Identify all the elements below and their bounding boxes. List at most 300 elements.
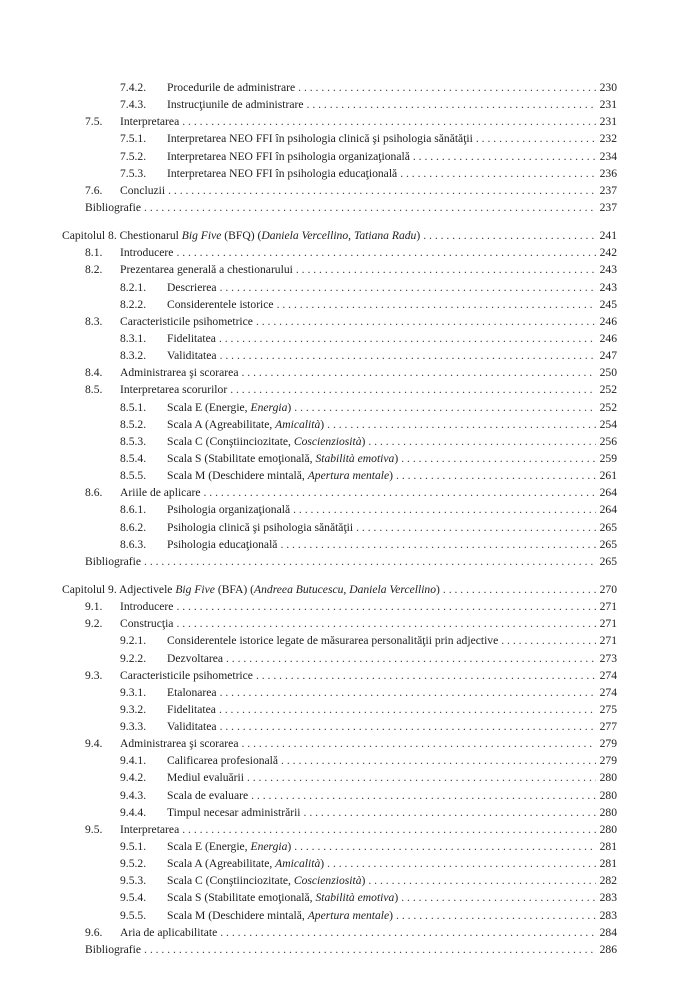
toc-title-italic-segment: Stabilità emotiva [315,451,395,465]
dot-leader [356,519,596,536]
toc-page-number: 270 [599,582,617,596]
toc-entry[interactable] [85,752,617,769]
dot-leader [144,199,596,216]
toc-page-number: 250 [599,366,617,380]
toc-entry-number: 7.4.3. [120,98,147,112]
toc-page-number: 245 [599,297,617,311]
toc-entry[interactable] [85,519,617,536]
toc-page-number: 281 [599,857,617,871]
toc-title-segment: Scala E (Energie, [167,400,251,414]
dot-leader [220,347,596,364]
toc-entry-title [62,227,420,244]
toc-entry[interactable] [85,501,617,518]
toc-entry-title [120,182,165,199]
toc-page-number: 252 [599,383,617,397]
toc-entry-title [167,330,216,347]
toc-entry-title [120,261,293,278]
toc-page-number: 274 [599,668,617,682]
toc-entry[interactable] [85,684,617,701]
dot-leader [368,872,596,889]
dot-leader [501,632,596,649]
toc-page-number: 247 [599,349,617,363]
toc-page-number: 256 [599,434,617,448]
toc-page-number: 277 [599,720,617,734]
dot-leader [281,752,596,769]
toc-entry-title [120,667,253,684]
toc-title-segment: Capitolul 9. Adjectivele [62,582,176,596]
toc-entry[interactable] [85,399,617,416]
dot-leader [298,79,596,96]
toc-entry[interactable] [85,313,617,330]
toc-entry-number: 9.4. [85,737,103,751]
dot-leader [247,769,596,786]
toc-entry-number: 7.5. [85,115,103,129]
toc-entry-number: 8.3.2. [120,349,147,363]
dot-leader [304,804,596,821]
toc-title-segment: Caracteristicile psihometrice [120,668,253,682]
toc-entry[interactable] [62,227,617,244]
dot-leader [176,244,596,261]
dot-leader [220,684,596,701]
toc-title-segment: ) [436,582,440,596]
toc-entry-number: 8.3.1. [120,331,147,345]
toc-entry-title [120,821,179,838]
toc-page-number: 273 [599,651,617,665]
toc-title-segment: Fidelitatea [167,331,216,345]
toc-page-number: 230 [599,81,617,94]
toc-title-segment: Bibliografie [85,554,142,568]
toc-title-segment: Fidelitatea [167,702,216,716]
toc-entry-title [85,199,141,216]
dot-leader [294,838,596,855]
toc-title-segment: ) [389,908,394,922]
toc-entry[interactable] [85,872,617,889]
toc-page-number: 271 [599,617,617,631]
toc-page-number: 254 [599,417,617,431]
toc-title-segment: Scala A (Agreabilitate, [167,857,276,871]
dot-leader [203,484,596,501]
toc-page-number: 279 [599,737,617,751]
toc-page-number: 271 [599,600,617,614]
toc-entry-title [167,838,291,855]
toc-entry-title [167,347,217,364]
toc-title-italic-segment: Apertura mentale [307,908,390,922]
toc-entry-number: 7.5.3. [120,166,147,180]
toc-entry[interactable] [85,615,617,632]
toc-page-number: 243 [599,280,617,294]
toc-entry-title [167,804,301,821]
toc-entry-number: 8.5.1. [120,400,147,414]
toc-page-number: 283 [599,891,617,905]
toc-entry-number: 9.4.4. [120,805,147,819]
dot-leader [368,433,596,450]
toc-entry[interactable] [85,165,617,182]
dot-leader [144,941,596,958]
toc-entry[interactable] [85,536,617,553]
toc-entry-number: 7.5.1. [120,132,147,146]
toc-entry[interactable] [85,450,617,467]
dot-leader [280,536,596,553]
toc-title-segment: ) [287,400,292,414]
toc-entry[interactable] [85,804,617,821]
dot-leader [219,701,596,718]
toc-title-segment: ) [389,469,394,483]
toc-entry[interactable] [85,244,617,261]
toc-entry[interactable] [62,581,617,598]
toc-title-italic-segment: Big Five [175,582,215,596]
toc-title-segment: Introducere [120,600,174,614]
toc-title-segment: ) [361,874,366,888]
toc-title-segment: ) [320,857,325,871]
toc-entry-title [120,113,179,130]
toc-entry-number: 8.5.2. [120,417,147,431]
toc-page-number: 246 [599,314,617,328]
dot-leader [294,399,596,416]
toc-title-segment: Scala de evaluare [167,788,249,802]
dot-leader [396,467,596,484]
toc-entry-number: 7.4.2. [120,81,147,94]
dot-leader [296,261,596,278]
dot-leader [220,279,596,296]
toc-entry-title [167,907,393,924]
toc-entry-title [167,296,274,313]
toc-title-italic-segment: Andreea Butucescu, Daniela Vercellino [254,582,437,596]
toc-page-number: 243 [599,263,617,277]
toc-entry[interactable] [85,941,617,958]
toc-entry-title [167,787,248,804]
table-of-contents [62,79,617,958]
toc-title-segment: ) [394,451,399,465]
toc-entry-title [167,769,244,786]
toc-entry-number: 8.5.4. [120,451,147,465]
toc-entry-number: 8.6.3. [120,537,147,551]
toc-entry-title [167,872,365,889]
toc-title-segment: Scala M (Deschidere mintală, [167,469,308,483]
toc-title-segment: Interpretarea NEO FFI în psihologia organizaţională [167,149,410,163]
toc-entry-number: 9.5. [85,822,103,836]
toc-title-segment: Interpretarea NEO FFI în psihologia educaţională [167,166,398,180]
toc-entry-number: 8.5. [85,383,103,397]
toc-entry-number: 9.6. [85,925,103,939]
toc-entry[interactable] [85,769,617,786]
toc-entry-title [167,701,216,718]
dot-leader [443,581,596,598]
toc-entry-title [167,130,473,147]
dot-leader [241,735,596,752]
toc-entry[interactable] [85,924,617,941]
toc-entry-number: 9.5.1. [120,840,147,854]
toc-entry-title [120,598,173,615]
toc-entry[interactable] [85,79,617,96]
toc-entry-number: 9.3.1. [120,685,147,699]
toc-entry[interactable] [85,667,617,684]
toc-title-segment: Scala S (Stabilitate emoţională, [167,891,316,905]
toc-entry-number: 9.1. [85,600,103,614]
toc-page-number: 237 [599,200,617,214]
dot-leader [220,718,596,735]
dot-leader [256,667,596,684]
dot-leader [401,889,596,906]
toc-page-number: 265 [599,537,617,551]
toc-title-segment: Scala A (Agreabilitate, [167,417,276,431]
toc-entry-title [167,165,397,182]
toc-entry-title [167,96,304,113]
toc-entry-title [167,889,398,906]
toc-entry[interactable] [85,279,617,296]
toc-entry-number: 8.6. [85,486,103,500]
toc-page-number: 264 [599,503,617,517]
toc-entry-title [120,381,227,398]
toc-title-segment: Timpul necesar administrării [167,805,301,819]
toc-entry-number: 8.6.2. [120,520,147,534]
toc-entry-title [167,450,398,467]
dot-leader [182,821,596,838]
toc-entry[interactable] [85,787,617,804]
toc-entry-title [120,313,253,330]
toc-title-italic-segment: Coscienziosità [293,874,362,888]
toc-entry-title [167,536,277,553]
toc-entry[interactable] [85,735,617,752]
toc-entry-title [167,399,291,416]
toc-entry-title [167,79,295,96]
toc-title-segment: Procedurile de administrare [167,81,296,94]
toc-title-segment: Scala M (Deschidere mintală, [167,908,308,922]
dot-leader [423,227,596,244]
toc-entry-title [167,279,217,296]
toc-page-number: 241 [599,229,617,243]
toc-entry-title [167,467,393,484]
dot-leader [182,113,596,130]
toc-entry[interactable] [85,113,617,130]
toc-page-number: 280 [599,822,617,836]
toc-entry[interactable] [85,467,617,484]
toc-entry-number: 9.3.3. [120,720,147,734]
toc-entry-title [167,416,324,433]
toc-title-segment: Mediul evaluării [167,771,244,785]
toc-entry[interactable] [85,889,617,906]
dot-leader [176,615,596,632]
dot-leader [230,381,596,398]
toc-entry-number: 9.3. [85,668,103,682]
toc-title-segment: Construcţia [120,617,174,631]
toc-entry-title [167,650,223,667]
toc-title-segment: Administrarea şi scorarea [120,737,239,751]
toc-entry[interactable] [85,650,617,667]
toc-page-number: 280 [599,771,617,785]
toc-page-number: 286 [599,942,617,956]
toc-entry-number: 7.5.2. [120,149,147,163]
toc-page-number: 259 [599,451,617,465]
toc-entry[interactable] [85,296,617,313]
toc-title-italic-segment: Big Five [181,229,222,243]
toc-title-segment: Considerentele istorice legate de măsurarea personalităţii prin adjective [167,634,499,648]
toc-entry[interactable] [85,148,617,165]
toc-entry[interactable] [85,855,617,872]
dot-leader [307,96,596,113]
toc-title-segment: Scala C (Conştiinciozitate, [167,434,294,448]
toc-entry-title [167,519,353,536]
dot-leader [400,165,596,182]
toc-entry-title [167,148,410,165]
toc-entry[interactable] [85,130,617,147]
toc-title-segment: Interpretarea [120,822,180,836]
toc-title-segment: Psihologia organizaţională [167,503,291,517]
dot-leader [168,182,596,199]
toc-page-number: 280 [599,805,617,819]
toc-page-number: 282 [599,874,617,888]
toc-page-number: 265 [599,554,617,568]
toc-entry-number: 9.5.4. [120,891,147,905]
toc-title-segment: Concluzii [120,183,166,197]
toc-title-segment: Capitolul 8. Chestionarul [62,229,182,243]
toc-title-italic-segment: Apertura mentale [307,469,390,483]
toc-title-segment: Psihologia clinică şi psihologia sănătăţii [167,520,354,534]
toc-entry-number: 9.4.2. [120,771,147,785]
toc-page-number: 283 [599,908,617,922]
toc-page-number: 246 [599,331,617,345]
toc-page-number: 236 [599,166,617,180]
toc-title-segment: Calificarea profesională [167,754,279,768]
toc-entry[interactable] [85,347,617,364]
toc-entry-title [167,684,217,701]
toc-title-italic-segment: Daniela Vercellino, Tatiana Radu [261,229,417,243]
toc-entry-number: 9.2.1. [120,634,147,648]
toc-title-segment: Prezentarea generală a chestionarului [120,263,293,277]
toc-entry-title [62,581,440,598]
toc-title-segment: Instrucţiunile de administrare [167,98,304,112]
toc-entry-title [85,553,141,570]
dot-leader [327,416,596,433]
toc-entry[interactable] [85,381,617,398]
toc-title-segment: ) [394,891,399,905]
toc-entry[interactable] [85,261,617,278]
toc-entry[interactable] [85,433,617,450]
dot-leader [277,296,596,313]
toc-entry[interactable] [85,182,617,199]
toc-page-number: 232 [599,132,617,146]
toc-entry-number: 9.3.2. [120,702,147,716]
toc-entry-title [167,632,498,649]
toc-title-segment: (BFQ) ( [221,229,262,243]
toc-entry-title [167,752,278,769]
dot-leader [176,598,596,615]
toc-title-segment: (BFA) ( [214,582,255,596]
toc-title-segment: Interpretarea scorurilor [120,383,228,397]
toc-page-number: 281 [599,840,617,854]
toc-page-number: 280 [599,788,617,802]
toc-page-number: 279 [599,754,617,768]
toc-entry-title [85,941,141,958]
toc-entry-title [120,244,173,261]
toc-title-segment: ) [320,417,325,431]
toc-entry[interactable] [85,416,617,433]
toc-title-segment: Bibliografie [85,942,142,956]
dot-leader [226,650,596,667]
toc-title-segment: Ariile de aplicare [120,486,201,500]
toc-entry-title [167,501,290,518]
toc-title-segment: Caracteristicile psihometrice [120,314,253,328]
toc-entry-number: 8.5.3. [120,434,147,448]
toc-entry[interactable] [85,701,617,718]
toc-entry[interactable] [85,330,617,347]
toc-page-number: 264 [599,486,617,500]
toc-entry-number: 8.2. [85,263,103,277]
toc-title-segment: Administrarea şi scorarea [120,366,239,380]
toc-title-segment: Descrierea [167,280,217,294]
toc-entry[interactable] [85,484,617,501]
toc-entry[interactable] [85,821,617,838]
toc-title-segment: Scala S (Stabilitate emoţională, [167,451,316,465]
toc-page-number: 275 [599,702,617,716]
toc-entry[interactable] [85,199,617,216]
toc-entry[interactable] [85,364,617,381]
toc-page-number: 234 [599,149,617,163]
dot-leader [256,313,596,330]
dot-leader [476,130,596,147]
toc-entry[interactable] [85,96,617,113]
toc-entry-number: 9.5.2. [120,857,147,871]
toc-page-number: 274 [599,685,617,699]
toc-entry-title [167,718,217,735]
toc-title-segment: Dezvoltarea [167,651,223,665]
dot-leader [219,330,596,347]
toc-title-segment: Scala C (Conştiinciozitate, [167,874,294,888]
toc-entry-number: 9.2. [85,617,103,631]
toc-title-segment: Etalonarea [167,685,217,699]
dot-leader [144,553,596,570]
toc-title-italic-segment: Amicalità [275,417,321,431]
toc-title-italic-segment: Stabilità emotiva [315,891,395,905]
toc-entry-title [120,924,217,941]
toc-title-italic-segment: Coscienziosità [293,434,362,448]
toc-title-segment: Aria de aplicabilitate [120,925,218,939]
toc-entry-number: 8.2.2. [120,297,147,311]
toc-entry[interactable] [85,553,617,570]
toc-entry-number: 8.2.1. [120,280,147,294]
toc-entry-number: 8.4. [85,366,103,380]
dot-leader [401,450,596,467]
toc-entry-title [120,484,200,501]
toc-title-italic-segment: Energia [250,840,288,854]
dot-leader [293,501,596,518]
toc-entry-number: 9.4.3. [120,788,147,802]
toc-title-segment: Introducere [120,246,174,260]
toc-title-italic-segment: Amicalità [275,857,321,871]
dot-leader [251,787,596,804]
toc-page-number: 242 [599,246,617,260]
toc-entry-number: 9.5.5. [120,908,147,922]
toc-page-number: 231 [599,98,617,112]
toc-entry-number: 7.6. [85,183,103,197]
toc-entry[interactable] [85,598,617,615]
toc-title-segment: Considerentele istorice [167,297,274,311]
toc-entry-title [120,364,238,381]
toc-page-number: 252 [599,400,617,414]
toc-entry[interactable] [85,838,617,855]
toc-entry-title [120,735,238,752]
dot-leader [327,855,596,872]
toc-title-segment: Interpretarea [120,115,180,129]
toc-entry-number: 8.3. [85,314,103,328]
toc-page-number: 231 [599,115,617,129]
toc-entry-number: 8.6.1. [120,503,147,517]
toc-title-segment: Validitatea [167,349,217,363]
toc-title-segment: Interpretarea NEO FFI în psihologia clinică şi psihologia sănătăţii [167,132,473,146]
toc-entry[interactable] [85,632,617,649]
toc-title-segment: ) [287,840,292,854]
toc-entry[interactable] [85,718,617,735]
toc-entry[interactable] [85,907,617,924]
